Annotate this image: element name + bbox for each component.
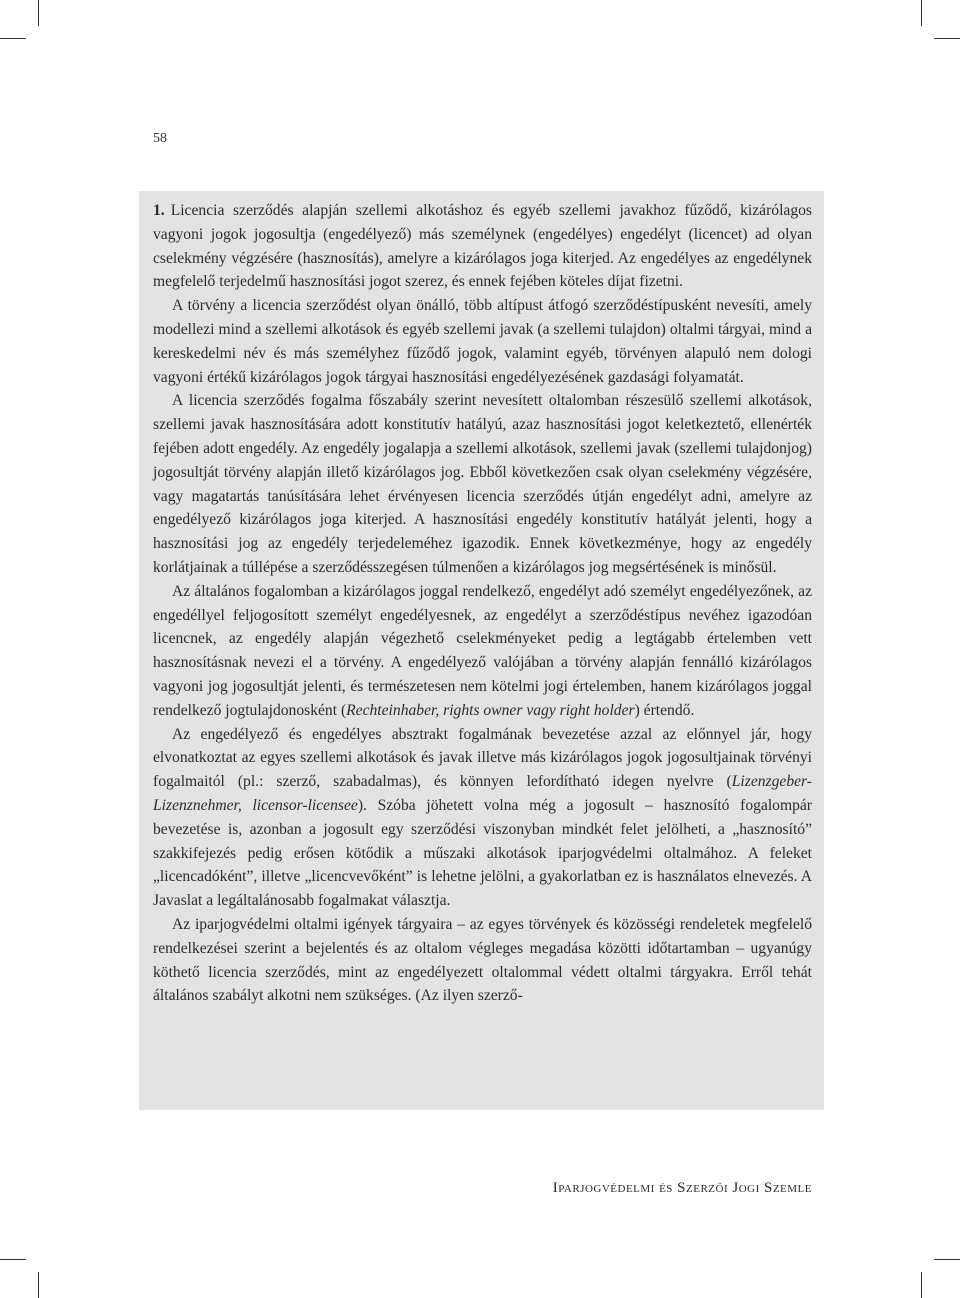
paragraph-4-text-a: Az általános fogalomban a kizárólagos joggal rendelkező, engedélyt adó személyt engedélyezőnek, az engedéllyel feljogosított személyt engedélyesnek, az engedélyt a szerződéstípus nevéhez igazodóan licencnek, az engedély alapján végezhető cselekményeket pedig a legtágabb értelemben vett hasznosításnak nevezi el a törvény. A engedélyező valójában a törvény alapján fennálló kizárólagos vagyoni jog jogosultját jelenti, és természetesen nem kötelmi jogi értelemben, hanem kizárólagos joggal rendelkező jogtulajdonosként ( <box>153 582 812 719</box>
paragraph-1-text: Licencia szerződés alapján szellemi alkotáshoz és egyéb szellemi javakhoz fűződő, kizárólagos vagyoni jogok jogosultja (engedélyező) más személynek (engedélyes) engedélyt (licencet) ad olyan cselekmény végzésére (hasznosítás), amelyre a kizárólagos joga kiterjed. Az engedélyes az engedélynek megfelelő terjedelmű hasznosítási jogot szerez, és ennek fejében köteles díjat fizetni. <box>153 202 812 291</box>
crop-mark-bottom-left-v <box>38 1272 39 1298</box>
crop-mark-top-right-v <box>921 0 922 26</box>
paragraph-3: A licencia szerződés fogalma főszabály szerint nevesített oltalomban részesülő szellemi alkotások, szellemi javak hasznosítására adott konstitutív hatályú, azaz hasznosítási jogot keletkeztető, ellenérték fejében adott engedély. Az engedély jogalapja a szellemi alkotások, szellemi javak (szellemi tulajdonjog) jogosultját törvény alapján illető kizárólagos jog. Ebből következően csak olyan cselekmény végzésére, vagy magatartás tanúsítására lehet érvényesen licencia szerződés útján engedélyt adni, amelyre az engedélyező kizárólagos joga kiterjed. A hasznosítási engedély konstitutív hatályát jelenti, hogy a hasznosítási jog az engedély terjedeleméhez igazodik. Ennek következménye, hogy az engedély korlátjainak a túllépése a szerződésszegésen túlmenően a kizárólagos jog megsértésének is minősül. <box>153 392 812 576</box>
page-number: 58 <box>153 131 167 146</box>
article-body <box>153 199 812 1008</box>
paragraph-4-italic: Rechteinhaber, rights owner vagy right holder <box>346 701 635 719</box>
paragraph-6: Az iparjogvédelmi oltalmi igények tárgyaira – az egyes törvények és közösségi rendeletek megfelelő rendelkezései szerint a bejelentés és az oltalom végleges megadása közötti időtartamban – ugyanúgy köthető licencia szerződés, mint az engedélyezett oltalommal védett oltalmi tárgyakra. Erről tehát általános szabályt alkotni nem szükséges. (Az ilyen szerző- <box>153 915 812 1005</box>
crop-mark-top-left-h <box>0 38 26 39</box>
crop-mark-top-right-h <box>934 38 960 39</box>
paragraph-5-text-a: Az engedélyező és engedélyes absztrakt fogalmának bevezetése azzal az előnnyel jár, hogy elvonatkoztat az egyes szellemi alkotások és javak illetve más kizárólagos jogok jogosultjainak törvényi fogalmaitól (pl.: szerző, szabadalmas), és könnyen lefordítható idegen nyelvre ( <box>153 725 812 791</box>
paragraph-5-italic: Lizenzgeber-Lizenznehmer, licensor-licensee <box>153 773 812 814</box>
section-number: 1. <box>153 202 165 219</box>
paragraph-5 <box>153 723 812 913</box>
crop-mark-top-left-v <box>38 0 39 26</box>
paragraph-4 <box>153 580 812 723</box>
crop-mark-bottom-left-h <box>0 1259 26 1260</box>
crop-mark-bottom-right-v <box>921 1272 922 1298</box>
paragraph-2: A törvény a licencia szerződést olyan önálló, több altípust átfogó szerződéstípusként nevesíti, amely modellezi mind a szellemi alkotások és egyéb szellemi javak (a szellemi tulajdon) oltalmi tárgyai, mind a kereskedelmi név és más személyhez fűződő jogok, valamint egyéb, törvényen alapuló nem dologi vagyoni értékű kizárólagos jogok tárgyai hasznosítási engedélyezésének gazdasági folyamatát. <box>153 297 812 386</box>
journal-title-footer: Iparjogvédelmi és Szerzői Jogi Szemle <box>552 1180 812 1196</box>
crop-mark-bottom-right-h <box>934 1259 960 1260</box>
paragraph-5-text-b: ). Szóba jöhetett volna még a jogosult – hasznosító fogalompár bevezetése is, azonban a jogosult egy szerződési viszonyban mindkét felet jelölheti, a „hasznosító” szakkifejezés pedig erősen kötődik a műszaki alkotások iparjogvédelmi oltalmához. A feleket „licencadóként”, illetve „licencvevőként” is lehetne jelölni, a gyakorlatban ez is használatos elnevezés. A Javaslat a legáltalánosabb fogalmakat választja. <box>153 796 812 910</box>
paragraph-1 <box>153 199 812 294</box>
paragraph-4-text-b: ) értendő. <box>634 701 695 719</box>
